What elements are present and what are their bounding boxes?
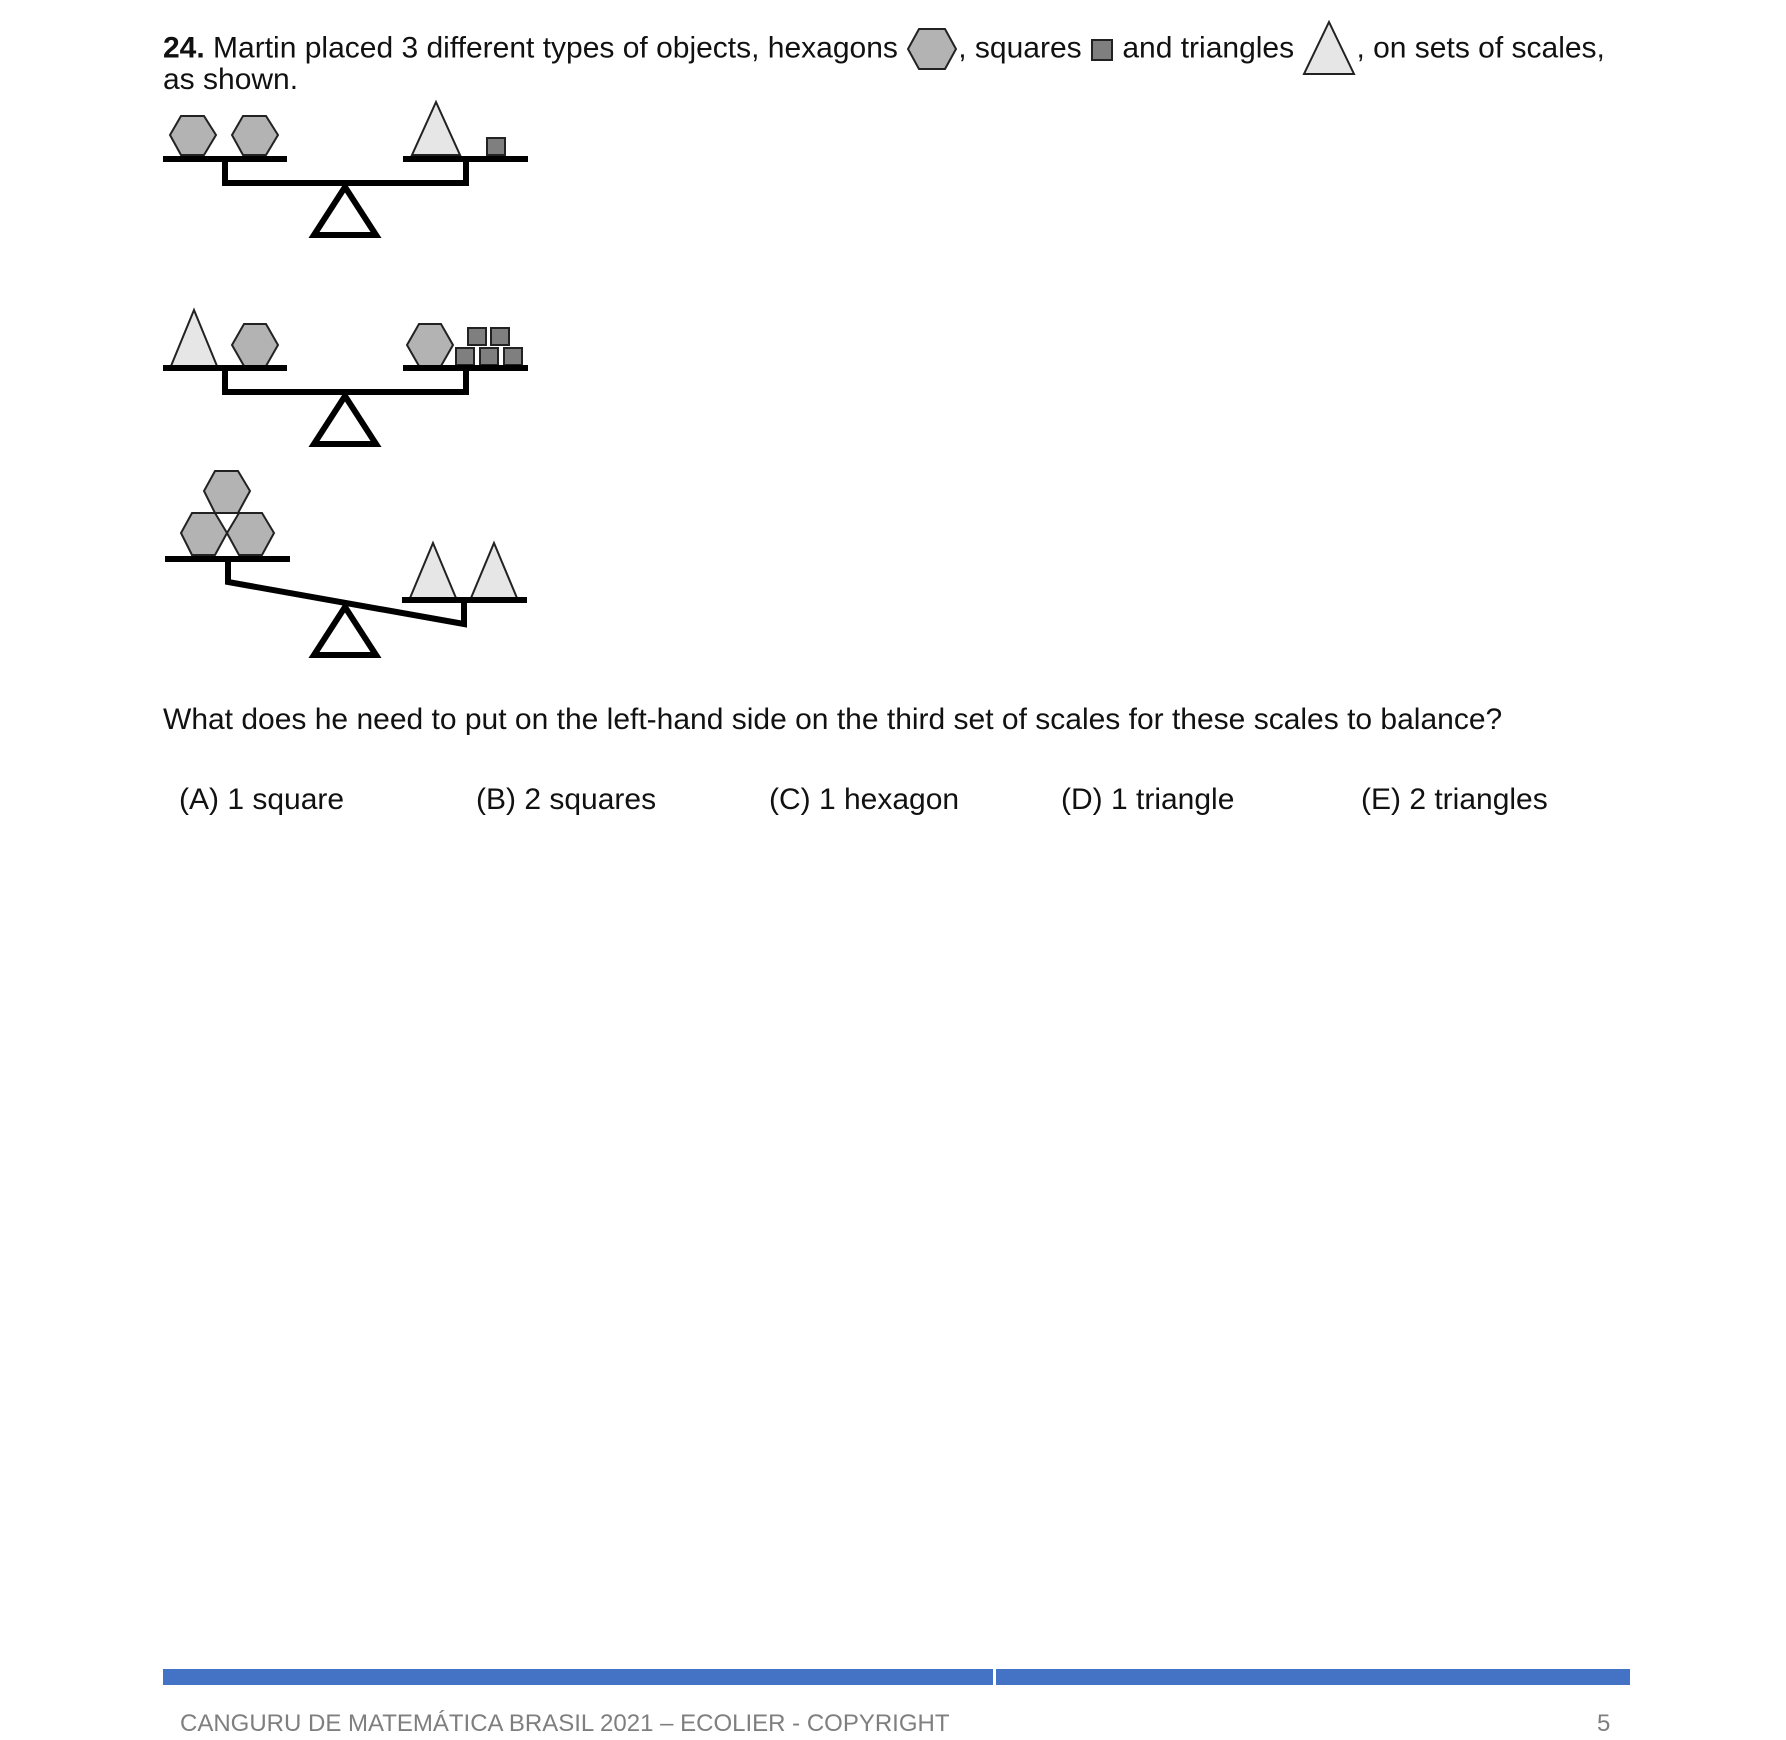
hexagon-icon (170, 116, 216, 155)
square-icon (468, 328, 486, 345)
intro-text-2: , squares (958, 31, 1090, 65)
fulcrum (314, 187, 376, 235)
scale-3 (165, 471, 527, 655)
hexagon-icon (181, 513, 227, 555)
option-e: (E) 2 triangles (1361, 783, 1548, 816)
square-icon (487, 138, 505, 155)
option-b: (B) 2 squares (476, 783, 657, 816)
question-prompt: What does he need to put on the left-hand side on the third set of scales for these scales to balance? (163, 703, 1503, 736)
hexagon-icon (232, 116, 278, 155)
scales-figure (0, 0, 1786, 700)
square-icon (491, 328, 509, 345)
footer-divider (996, 1669, 1630, 1685)
fulcrum (314, 396, 376, 444)
page-number: 5 (1597, 1710, 1611, 1737)
fulcrum (314, 607, 376, 655)
footer-divider (163, 1669, 993, 1685)
intro-text-4: , on sets of scales, (1356, 31, 1605, 65)
footer-copyright: CANGURU DE MATEMÁTICA BRASIL 2021 – ECOLIER - COPYRIGHT (180, 1710, 950, 1737)
scale-2 (163, 310, 528, 444)
triangle-icon (412, 102, 460, 155)
option-c: (C) 1 hexagon (769, 783, 960, 816)
square-icon (504, 348, 522, 365)
problem-statement-line2: as shown. (163, 63, 299, 96)
triangle-icon (410, 543, 456, 598)
intro-text-3: and triangles (1113, 31, 1303, 65)
hexagon-icon (204, 471, 250, 513)
intro-text-1: Martin placed 3 different types of objects, hexagons (204, 31, 907, 65)
square-icon (480, 348, 498, 365)
option-a: (A) 1 square (179, 783, 345, 816)
triangle-icon (471, 543, 517, 598)
triangle-icon (171, 310, 217, 366)
scale-1 (163, 102, 528, 235)
option-d: (D) 1 triangle (1061, 783, 1235, 816)
hexagon-icon (227, 513, 274, 555)
hexagon-icon (232, 324, 278, 366)
hexagon-icon (407, 324, 453, 366)
question-number: 24. (163, 31, 205, 65)
square-icon (456, 348, 474, 365)
